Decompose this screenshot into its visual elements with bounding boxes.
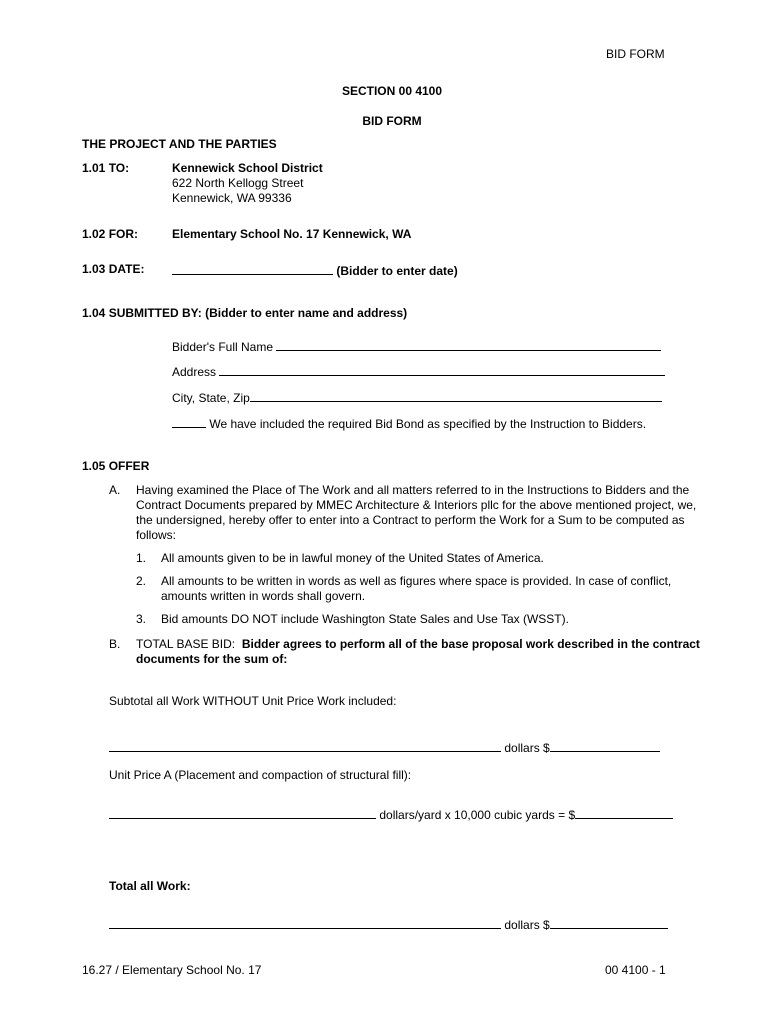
offer-item-1-num: 1. bbox=[136, 551, 147, 565]
full-name-row bbox=[172, 338, 661, 355]
unit-price-words-field[interactable] bbox=[109, 806, 376, 819]
city-label: City, State, Zip bbox=[172, 391, 250, 405]
footer-page-number: 00 4100 - 1 bbox=[605, 963, 666, 977]
unit-price-row bbox=[109, 806, 673, 823]
section-title: BID FORM bbox=[362, 114, 422, 128]
full-name-field[interactable] bbox=[276, 338, 661, 351]
header-title: BID FORM bbox=[606, 47, 665, 61]
page-heading: THE PROJECT AND THE PARTIES bbox=[82, 137, 277, 151]
address-row bbox=[172, 363, 665, 380]
offer-item-1-text: All amounts given to be in lawful money of the United States of America. bbox=[161, 551, 544, 565]
subtotal-amount-field[interactable] bbox=[550, 739, 660, 752]
date-row bbox=[172, 262, 458, 279]
subtotal-dollars-label: dollars $ bbox=[504, 741, 550, 755]
full-name-label: Bidder's Full Name bbox=[172, 340, 273, 354]
subtotal-words-field[interactable] bbox=[109, 739, 501, 752]
total-label: Total all Work: bbox=[109, 879, 191, 893]
address-field[interactable] bbox=[219, 363, 665, 376]
offer-heading: 1.05 OFFER bbox=[82, 459, 150, 473]
to-street: 622 North Kellogg Street bbox=[172, 176, 304, 190]
section-number: SECTION 00 4100 bbox=[341, 84, 443, 98]
to-label: 1.01 TO: bbox=[82, 161, 130, 175]
unit-price-rate-label: dollars/yard x 10,000 cubic yards = $ bbox=[379, 808, 576, 822]
to-city: Kennewick, WA 99336 bbox=[172, 191, 292, 205]
date-label: 1.03 DATE: bbox=[82, 262, 145, 276]
total-row bbox=[109, 916, 668, 933]
offer-b-text bbox=[136, 637, 706, 667]
submitted-heading: 1.04 SUBMITTED BY: (Bidder to enter name and address) bbox=[82, 306, 408, 320]
offer-b-marker: B. bbox=[109, 637, 121, 651]
bond-checkbox[interactable] bbox=[172, 415, 206, 428]
offer-item-3-text: Bid amounts DO NOT include Washington State Sales and Use Tax (WSST). bbox=[161, 612, 569, 626]
bond-row bbox=[172, 415, 646, 432]
footer-left: 16.27 / Elementary School No. 17 bbox=[82, 963, 262, 977]
offer-item-2-num: 2. bbox=[136, 574, 147, 588]
to-name: Kennewick School District bbox=[172, 161, 323, 175]
for-value: Elementary School No. 17 Kennewick, WA bbox=[172, 227, 412, 241]
offer-a-marker: A. bbox=[109, 483, 121, 497]
total-amount-field[interactable] bbox=[550, 916, 668, 929]
bond-text: We have included the required Bid Bond as specified by the Instruction to Bidders. bbox=[209, 417, 647, 431]
total-words-field[interactable] bbox=[109, 916, 501, 929]
date-field[interactable] bbox=[172, 262, 333, 275]
offer-b-bold: Bidder agrees to perform all of the base proposal work described in the contract documents for the sum of: bbox=[136, 637, 700, 666]
subtotal-label: Subtotal all Work WITHOUT Unit Price Work included: bbox=[109, 694, 397, 708]
city-row bbox=[172, 389, 662, 406]
offer-a-text: Having examined the Place of The Work and all matters referred to in the Instructions to Bidders and the Contract Documents prepared by MMEC Architecture & Interiors pllc for the above mentioned project, we, the undersigned, hereby offer to enter into a Contract to perform the Work for a Sum to be computed as follows: bbox=[136, 483, 697, 542]
offer-item-3-num: 3. bbox=[136, 612, 147, 626]
subtotal-row bbox=[109, 739, 660, 756]
unit-price-label: Unit Price A (Placement and compaction of structural fill): bbox=[109, 768, 412, 782]
offer-item-2-text: All amounts to be written in words as well as figures where space is provided. In case of conflict, amounts written in words shall govern. bbox=[161, 574, 672, 603]
for-label: 1.02 FOR: bbox=[82, 227, 139, 241]
total-dollars-label: dollars $ bbox=[504, 918, 550, 932]
offer-b-prefix: TOTAL BASE BID: bbox=[136, 637, 236, 651]
date-note: (Bidder to enter date) bbox=[336, 264, 458, 278]
city-field[interactable] bbox=[250, 389, 662, 402]
unit-price-amount-field[interactable] bbox=[575, 806, 673, 819]
address-label: Address bbox=[172, 365, 217, 379]
